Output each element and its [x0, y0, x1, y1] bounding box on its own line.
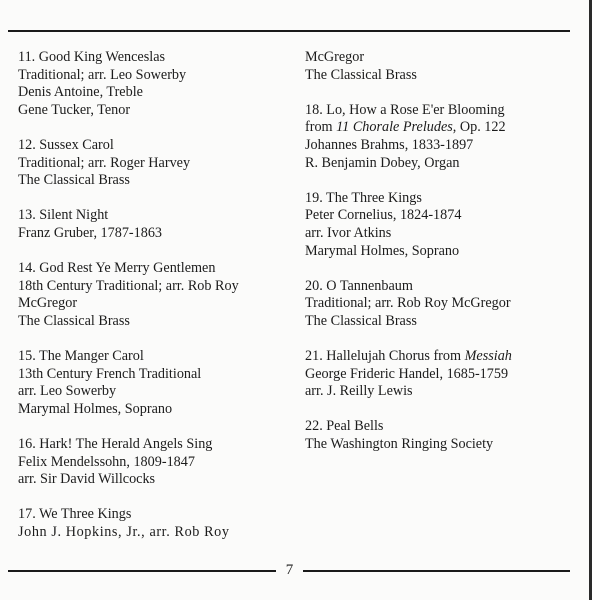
entry-line: John J. Hopkins, Jr., arr. Rob Roy [18, 524, 230, 541]
entry-line: 16. Hark! The Herald Angels Sing [18, 436, 213, 453]
entry-line: 18th Century Traditional; arr. Rob Roy [18, 277, 239, 294]
entry-line: Johannes Brahms, 1833-1897 [305, 136, 474, 153]
track-entry [305, 190, 575, 260]
entry-line: 20. O Tannenbaum [305, 277, 413, 294]
left-column [18, 49, 288, 559]
entry-line: 13. Silent Night [18, 207, 109, 224]
entry-line: 15. The Manger Carol [18, 348, 144, 365]
track-entry [18, 506, 288, 541]
entry-text: 21. Hallelujah Chorus from [305, 348, 465, 365]
entry-line: arr. Ivor Atkins [305, 224, 392, 241]
track-entry [305, 418, 575, 453]
track-entry [305, 49, 575, 84]
entry-line: 13th Century French Traditional [18, 365, 202, 382]
entry-line: arr. Sir David Willcocks [18, 471, 156, 488]
entry-text: from [305, 119, 337, 136]
right-column [305, 49, 575, 471]
entry-line: McGregor [18, 295, 78, 312]
track-entry [18, 207, 288, 242]
track-entry [305, 348, 575, 401]
entry-line: R. Benjamin Dobey, Organ [305, 154, 460, 171]
entry-line-mixed [305, 119, 575, 137]
entry-line: 18. Lo, How a Rose E'er Blooming [305, 101, 505, 118]
track-entry [18, 436, 288, 489]
track-entry [18, 137, 288, 190]
entry-line: arr. Leo Sowerby [18, 383, 117, 400]
track-entry [18, 260, 288, 330]
entry-line: 22. Peal Bells [305, 418, 384, 435]
entry-line: The Classical Brass [18, 312, 130, 329]
entry-line: 12. Sussex Carol [18, 136, 114, 153]
track-entry [18, 49, 288, 119]
entry-line: Franz Gruber, 1787-1863 [18, 224, 163, 241]
top-rule [8, 30, 570, 32]
entry-line: The Classical Brass [18, 172, 130, 189]
track-entry [305, 102, 575, 172]
entry-line: McGregor [305, 49, 365, 65]
track-entry [305, 278, 575, 331]
entry-line: arr. J. Reilly Lewis [305, 383, 413, 400]
entry-line: Felix Mendelssohn, 1809-1847 [18, 453, 195, 470]
work-title: Messiah [464, 348, 512, 365]
entry-line: Traditional; arr. Rob Roy McGregor [305, 295, 511, 312]
entry-line: 17. We Three Kings [18, 506, 132, 523]
entry-line: Peter Cornelius, 1824-1874 [305, 207, 462, 224]
entry-line: 14. God Rest Ye Merry Gentlemen [18, 260, 216, 277]
track-entry [18, 348, 288, 418]
entry-line-mixed [305, 348, 575, 366]
entry-line: George Frideric Handel, 1685-1759 [305, 365, 509, 382]
entry-text: , Op. 122 [452, 119, 506, 136]
work-title: 11 Chorale Preludes [336, 119, 453, 136]
footer-rule-right [303, 570, 570, 572]
entry-line: The Classical Brass [305, 312, 417, 329]
entry-line: The Classical Brass [305, 66, 417, 83]
entry-line: Denis Antoine, Treble [18, 84, 143, 101]
page-number: 7 [285, 562, 294, 578]
entry-line: Marymal Holmes, Soprano [18, 400, 173, 417]
entry-line: The Washington Ringing Society [305, 436, 494, 453]
entry-line: Traditional; arr. Roger Harvey [18, 154, 191, 171]
entry-line: 19. The Three Kings [305, 189, 422, 206]
entry-line: 11. Good King Wenceslas [18, 49, 166, 65]
footer-rule-left [8, 570, 276, 572]
entry-line: Marymal Holmes, Soprano [305, 242, 460, 259]
entry-line: Gene Tucker, Tenor [18, 101, 131, 118]
entry-line: Traditional; arr. Leo Sowerby [18, 66, 187, 83]
